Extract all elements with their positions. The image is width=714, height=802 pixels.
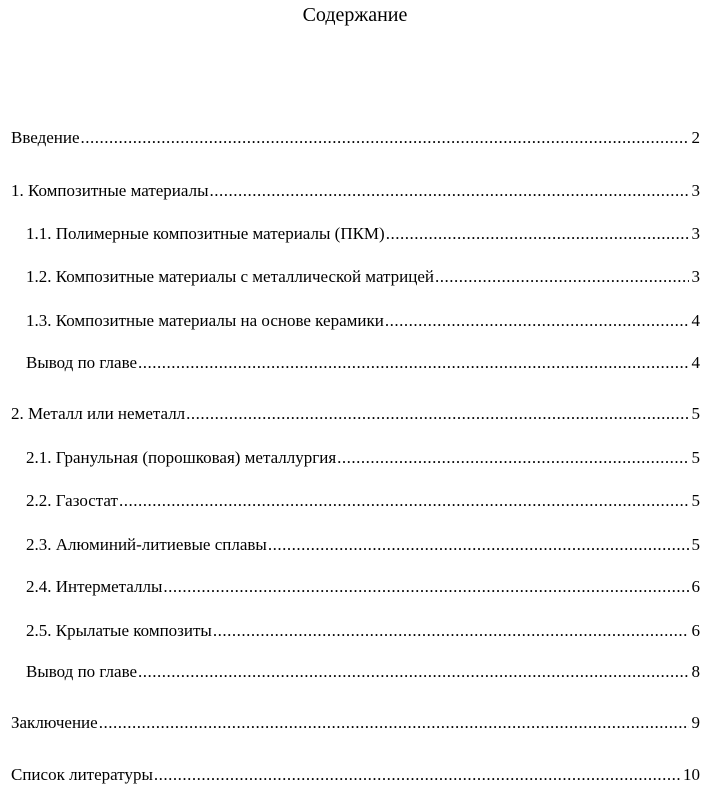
toc-leader-dots [337,448,688,468]
toc-entry-label: 2.3. Алюминий-литиевые сплавы [26,535,267,554]
toc-entry-label: 2.2. Газостат [26,491,118,510]
toc-entry-introduction[interactable] [11,128,700,148]
toc-entry-section-2-3[interactable] [26,535,700,555]
toc-leader-dots [186,404,688,424]
toc-entry-label: Заключение [11,713,98,732]
page-title: Содержание [302,4,408,26]
toc-entry-section-2-5[interactable] [26,621,700,641]
toc-entry-references[interactable] [11,765,700,785]
toc-leader-dots [99,713,689,733]
toc-entry-label: 2.4. Интерметаллы [26,577,163,596]
toc-entry-chapter-1[interactable] [11,181,700,201]
toc-entry-page: 4 [691,311,700,330]
toc-entry-label: Вывод по главе [26,353,138,372]
toc-leader-dots [163,577,688,597]
toc-entry-section-2-4[interactable] [26,577,700,597]
toc-entry-page: 6 [691,621,700,640]
toc-entry-section-1-3[interactable] [26,311,700,331]
toc-entry-page: 4 [691,353,700,372]
toc-leader-dots [386,224,689,244]
toc-entry-chapter-1-conclusion[interactable] [26,353,700,373]
toc-entry-label: Список литературы [11,765,153,784]
toc-entry-section-2-1[interactable] [26,448,700,468]
toc-entry-page: 5 [691,491,700,510]
toc-entry-section-2-2[interactable] [26,491,700,511]
toc-entry-label: Введение [11,128,80,147]
toc-leader-dots [81,128,689,148]
toc-entry-page: 8 [691,662,700,681]
toc-entry-section-1-1[interactable] [26,224,700,244]
toc-entry-page: 6 [691,577,700,596]
toc-entry-label: 1.3. Композитные материалы на основе керамики [26,311,384,330]
toc-leader-dots [119,491,689,511]
toc-entry-page: 5 [691,404,700,423]
toc-entry-label: Вывод по главе [26,662,138,681]
toc-entry-label: 2.1. Гранульная (порошковая) металлургия [26,448,337,467]
toc-entry-label: 2.5. Крылатые композиты [26,621,212,640]
toc-entry-page: 2 [691,128,700,147]
toc-entry-label: 1.1. Полимерные композитные материалы (ПКМ) [26,224,385,243]
toc-entry-chapter-2-conclusion[interactable] [26,662,700,682]
toc-entry-page: 10 [683,765,700,784]
toc-leader-dots [210,181,689,201]
toc-leader-dots [138,353,688,373]
toc-entry-page: 5 [691,535,700,554]
toc-entry-page: 3 [691,181,700,200]
toc-entry-page: 3 [691,267,700,286]
toc-leader-dots [154,765,680,785]
toc-leader-dots [138,662,688,682]
toc-entry-page: 5 [691,448,700,467]
toc-leader-dots [435,267,688,287]
toc-leader-dots [385,311,689,331]
toc-entry-conclusion[interactable] [11,713,700,733]
toc-entry-label: 2. Металл или неметалл [11,404,186,423]
toc-leader-dots [268,535,689,555]
toc-entry-label: 1.2. Композитные материалы с металлической матрицей [26,267,435,286]
toc-entry-label: 1. Композитные материалы [11,181,209,200]
toc-entry-page: 3 [691,224,700,243]
toc-leader-dots [213,621,689,641]
toc-entry-page: 9 [691,713,700,732]
toc-entry-chapter-2[interactable] [11,404,700,424]
toc-entry-section-1-2[interactable] [26,267,700,287]
